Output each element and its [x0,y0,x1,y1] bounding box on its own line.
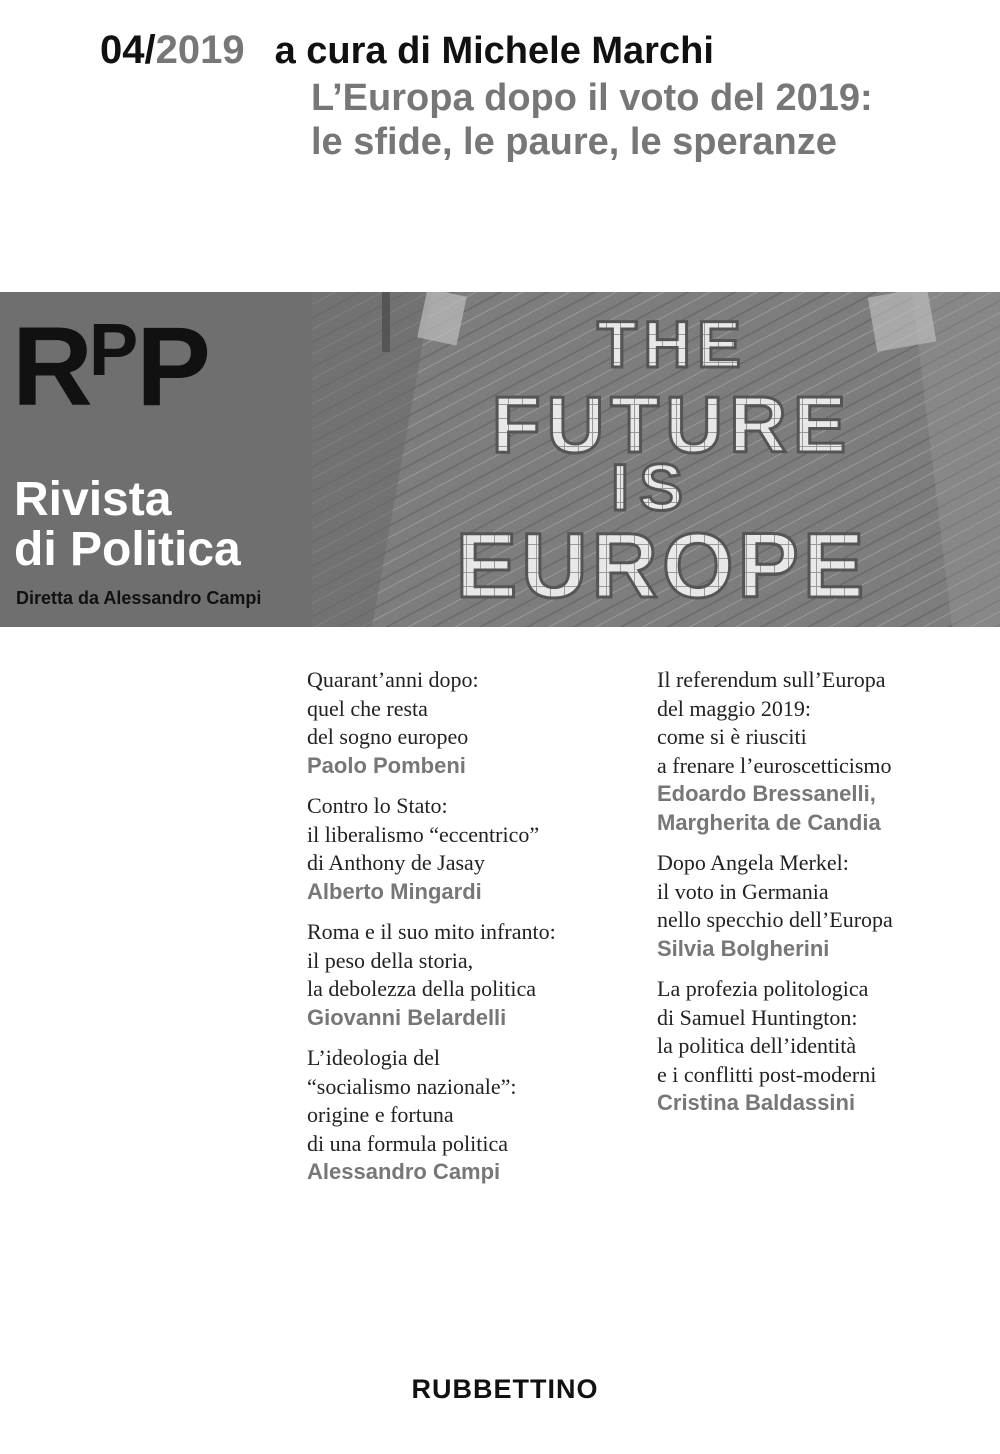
issue-slash: / [144,28,156,72]
article-title-line: origine e fortuna [307,1102,454,1127]
article-entry [657,666,987,837]
article-author: Cristina Baldassini [657,1090,856,1115]
article-title-line: di Samuel Huntington: [657,1004,858,1030]
article-title-line: del maggio 2019: [657,695,811,721]
photo-text-line: EUROPE [455,515,869,617]
article-entry [307,918,637,1032]
article-entry [307,1044,637,1187]
article-entry [307,792,637,906]
publisher-logo: RUBBETTINO [411,1374,599,1404]
article-entry [307,666,637,780]
cover-photo-graphic [312,292,1000,627]
magazine-name-line: Rivista [14,473,172,526]
article-title-line: del sogno europeo [307,724,469,749]
article-author: Paolo Pombeni [307,752,466,778]
article-title-line: Dopo Angela Merkel: [657,850,849,875]
masthead-band [0,292,1000,627]
logo-letter-p: P [136,304,207,429]
article-title-line: il peso della storia, [307,947,474,973]
article-title-line: Contro lo Stato: [307,793,448,818]
article-title-line: il voto in Germania [657,878,829,904]
article-author: Giovanni Belardelli [307,1004,507,1030]
article-author: Alberto Mingardi [307,878,482,904]
article-title-line: la debolezza della politica [307,976,537,1001]
contents-right-column [657,666,987,1130]
director-line: Diretta da Alessandro Campi [16,588,262,608]
article-author: Margherita de Candia [657,809,881,835]
photo-text-line: THE [597,307,747,381]
article-entry [657,849,987,963]
article-author: Silvia Bolgherini [657,935,830,961]
article-author: Edoardo Bressanelli, [657,781,876,806]
article-title-line: L’ideologia del [307,1045,440,1070]
issue-number: 04 [100,28,145,72]
article-title-line: Il referendum sull’Europa [657,667,886,692]
subtitle-line: L’Europa dopo il voto del 2019: [311,77,873,119]
article-title-line: a frenare l’euroscetticismo [657,752,892,778]
article-title-line: quel che resta [307,695,428,721]
article-title-line: il liberalismo “eccentrico” [307,821,540,847]
article-title-line: Roma e il suo mito infranto: [307,919,556,944]
issue-subtitle [311,76,873,164]
subtitle-line: le sfide, le paure, le speranze [311,121,837,163]
article-entry [657,975,987,1118]
article-title-line: “socialismo nazionale”: [307,1073,517,1099]
logo-letter-small-p: P [88,308,137,391]
issue-year: 2019 [155,28,245,72]
magazine-name [14,475,241,575]
article-title-line: di Anthony de Jasay [307,850,485,875]
photo-text-line: IS [610,450,694,524]
photo-text-line: FUTURE [491,380,853,469]
article-author: Alessandro Campi [307,1159,501,1184]
contents-left-column [307,666,637,1199]
article-title-line: come si è riusciti [657,724,807,749]
editor-line: a cura di Michele Marchi [274,30,714,72]
magazine-name-line: di Politica [14,523,241,576]
article-title-line: La profezia politologica [657,976,869,1001]
article-title-line: la politica dell’identità [657,1033,857,1058]
article-title-line: Quarant’anni dopo: [307,667,479,692]
article-title-line: di una formula politica [307,1130,508,1156]
article-title-line: nello specchio dell’Europa [657,907,893,932]
masthead-panel [0,292,312,627]
issue-heading [100,28,714,73]
cover-photo [312,292,1000,627]
rdp-logo [12,302,207,431]
logo-letter-r: R [12,304,89,429]
article-title-line: e i conflitti post-moderni [657,1061,877,1087]
